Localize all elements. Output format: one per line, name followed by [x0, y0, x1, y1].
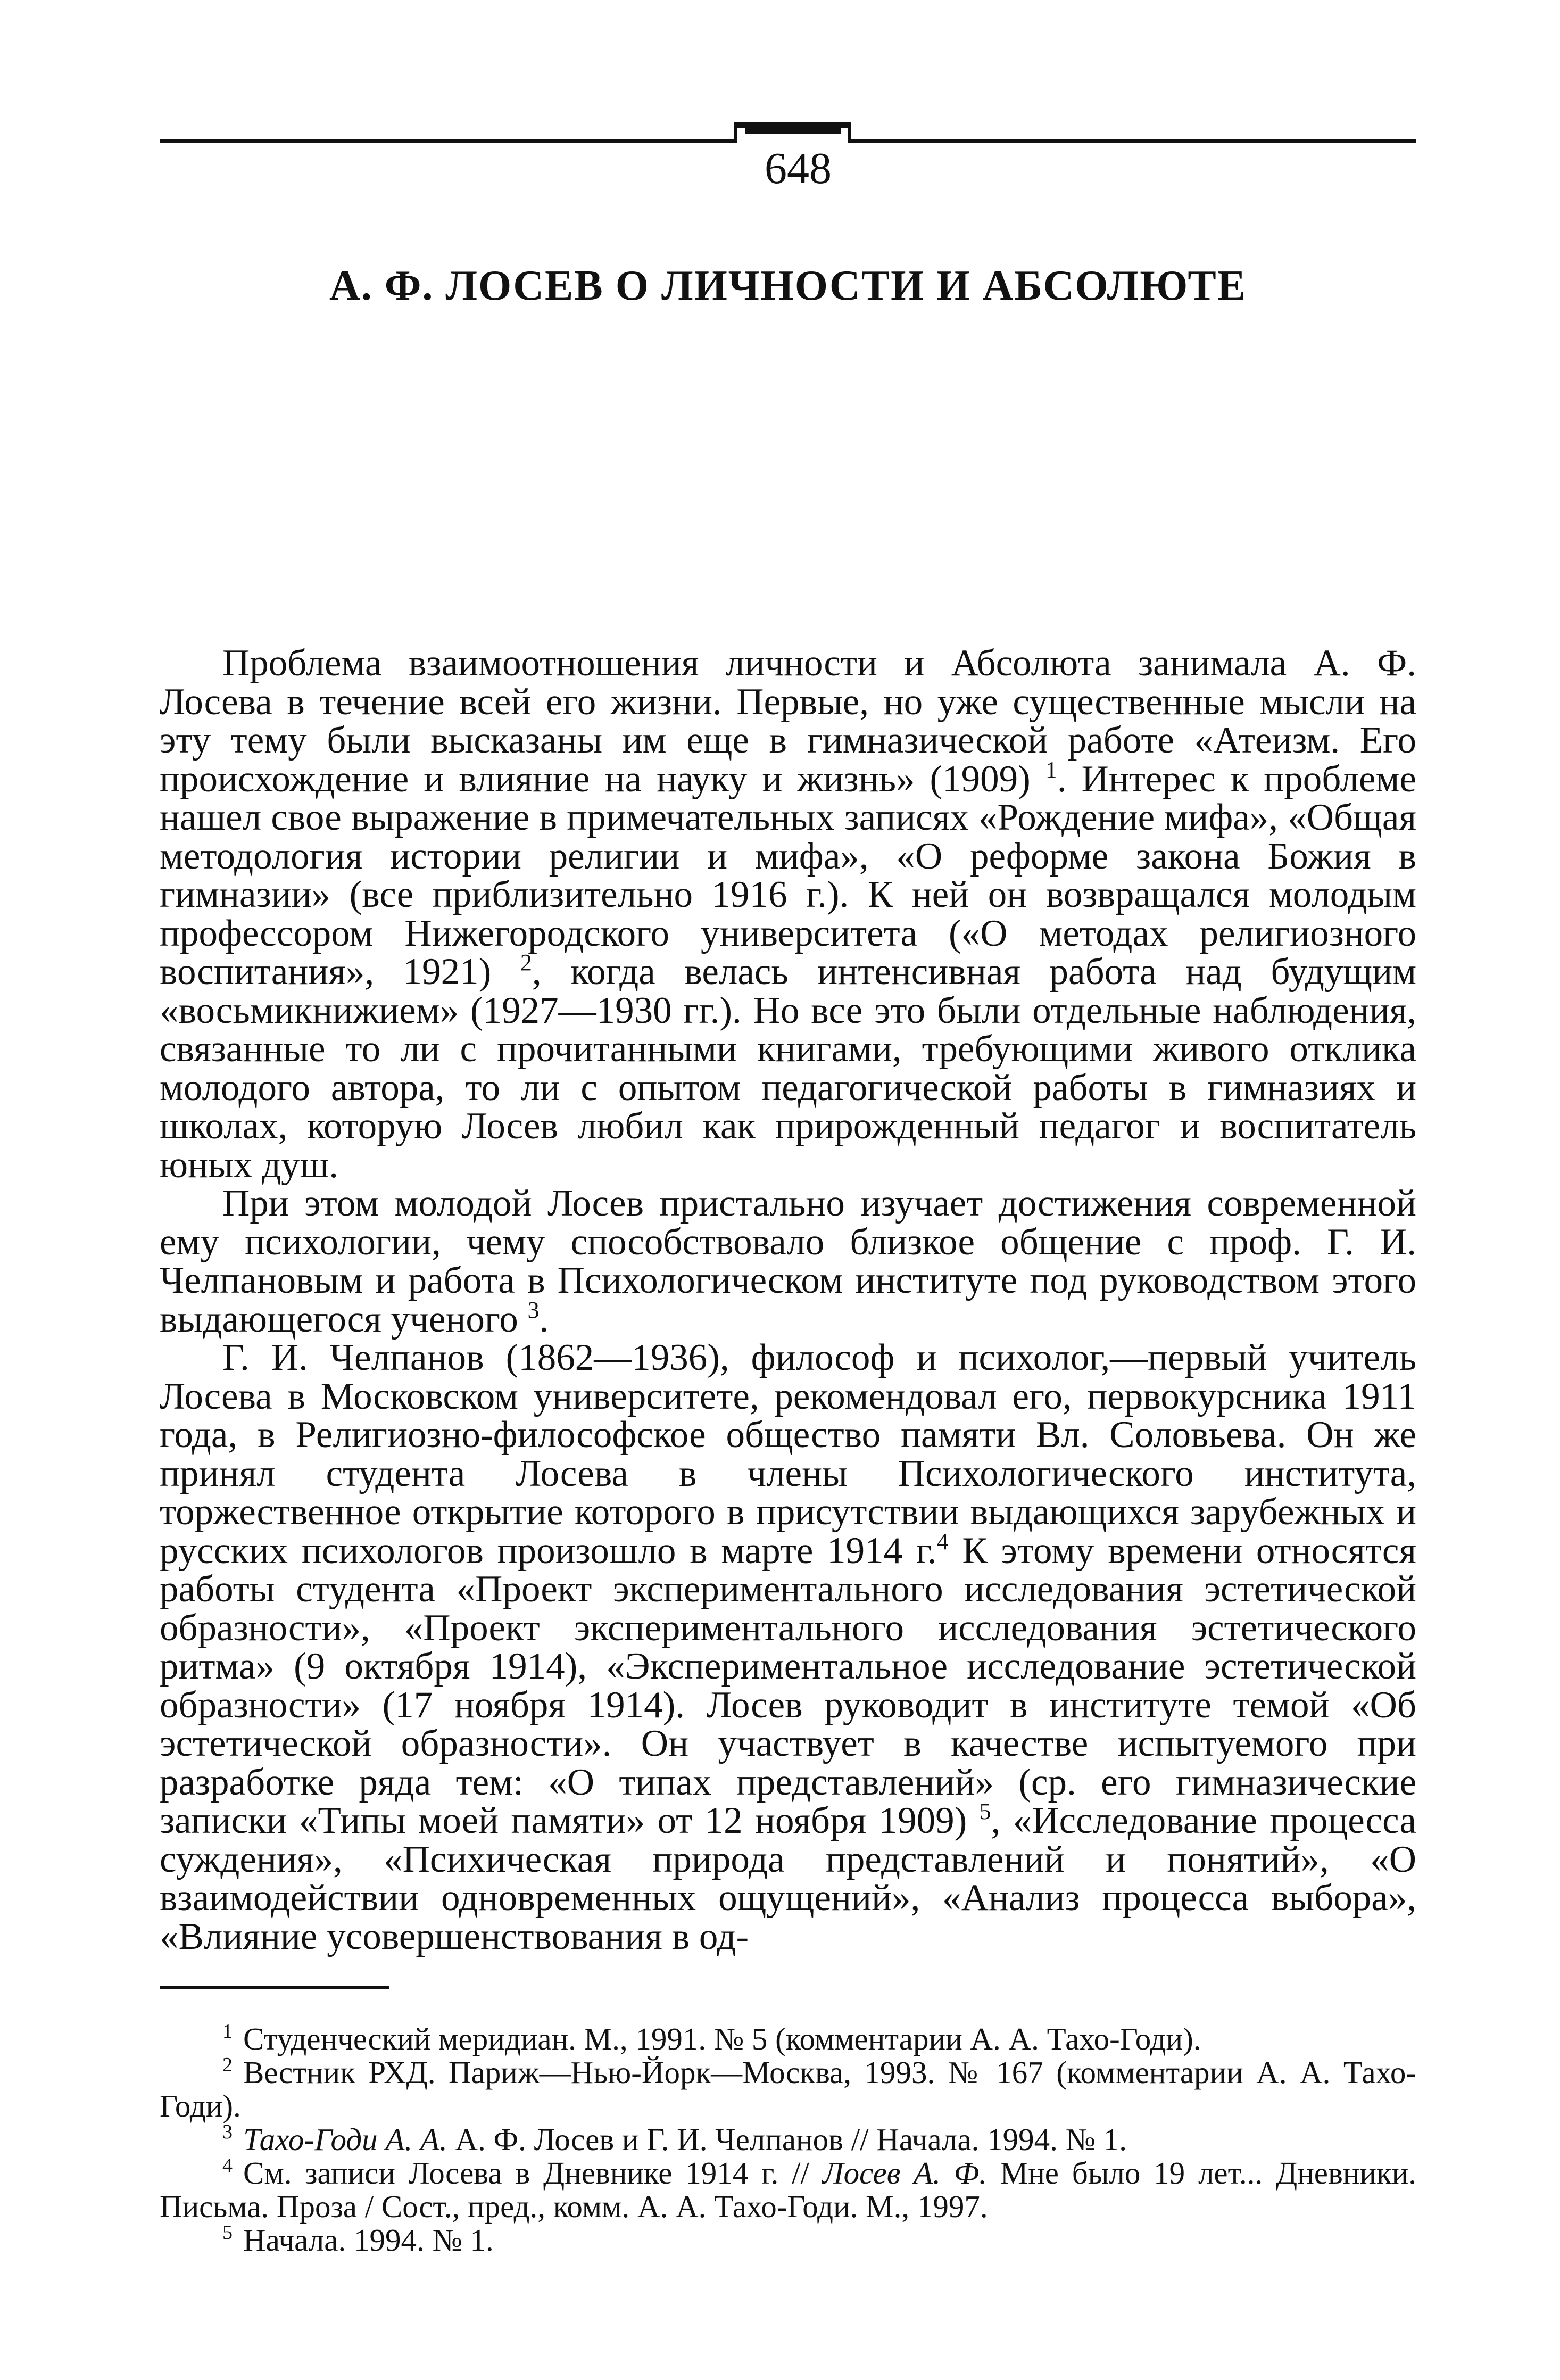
- footnote-reference: 2: [520, 949, 532, 976]
- footnote-reference: 3: [527, 1296, 540, 1323]
- footnote-reference: 5: [979, 1798, 991, 1824]
- paragraph-text: , когда велась интенсивная работа над будущим «восьмикнижием» (1927—1930 гг.). Но все это были отдельные наблюдения, связанные то ли с прочитанными книгами, требующими живого отклика молодого автора, то ли с опытом педагогической работы в гимназиях и школах, которую Лосев любил как прирожденный педагог и воспитатель юных душ.: [160, 951, 1417, 1186]
- header-rule-right: [851, 139, 1416, 143]
- paragraph-text: Г. И. Челпанов (1862—1936), философ и психолог,—первый учитель Лосева в Московском университете, рекомендовал его, первокурсника 1911 года, в Религиозно-философское общество памяти Вл. Соловьева. Он же принял студента Лосева в члены Психологического института, торжественное открытие которого в присутствии выдающихся зарубежных и русских психологов произошло в марте 1914 г.: [160, 1337, 1416, 1572]
- paragraph: [160, 1184, 1416, 1338]
- footnote-number: 4: [222, 2154, 233, 2177]
- footnote-number: 3: [222, 2121, 233, 2143]
- page-number: 648: [765, 144, 832, 193]
- footnotes: [160, 2022, 1416, 2257]
- paragraph: [160, 644, 1416, 1184]
- paragraph-text: , «Исследование процесса суждения», «Психическая природа представлений и понятий», «О взаимодействии одновременных ощущений», «Анализ процесса выбора», «Влияние усовершенствования в од-: [160, 1800, 1416, 1957]
- footnote-author: Тахо-Годи А. А.: [243, 2122, 447, 2157]
- footnote-reference: 4: [936, 1528, 949, 1555]
- footnote-author: Лосев А. Ф.: [822, 2155, 987, 2191]
- paragraph-text: Проблема взаимоотношения личности и Абсолюта занимала А. Ф. Лосева в течение всей его жизни. Первые, но уже существенные мысли на эту тему были высказаны им еще в гимназической работе «Атеизм. Его происхождение и влияние на науку и жизнь» (1909): [160, 642, 1416, 800]
- footnote: [160, 2123, 1416, 2156]
- footnote: [160, 2056, 1416, 2123]
- footnote-number: 1: [222, 2020, 233, 2043]
- article-body: [160, 644, 1416, 1956]
- paragraph: [160, 1338, 1416, 1956]
- footnote-text: Студенческий меридиан. М., 1991. № 5 (комментарии А. А. Тахо-Годи).: [243, 2021, 1201, 2056]
- page-title: А. Ф. ЛОСЕВ О ЛИЧНОСТИ И АБСОЛЮТЕ: [329, 262, 1247, 309]
- footnote-number: 5: [222, 2221, 233, 2244]
- paragraph-text: К этому времени относятся работы студента «Проект экспериментального исследования эстетической образности», «Проект экспериментального исследования эстетического ритма» (9 октября 1914), «Экспериментальное исследование эстетической образности» (17 ноября 1914). Лосев руководит в институте темой «Об эстетической образности». Он участвует в качестве испытуемого при разработке ряда тем: «О типах представлений» (ср. его гимназические записки «Типы моей памяти» от 12 ноября 1909): [160, 1530, 1417, 1841]
- footnote-separator: [160, 1986, 389, 1989]
- footnote: [160, 2221, 1416, 2258]
- paragraph-text: При этом молодой Лосев пристально изучает достижения современной ему психологии, чему способствовало близкое общение с проф. Г. И. Челпановым и работа в Психологическом институте под руководством этого выдающегося ученого: [160, 1183, 1416, 1340]
- footnote-reference: 1: [1045, 756, 1057, 783]
- footnote-text: См. записи Лосева в Дневнике 1914 г. //: [243, 2155, 823, 2191]
- footnote: [160, 2022, 1416, 2056]
- header-rule-left: [160, 139, 734, 143]
- footnote: [160, 2156, 1416, 2224]
- footnote-text: А. Ф. Лосев и Г. И. Челпанов // Начала. 1994. № 1.: [447, 2122, 1127, 2157]
- footnote-text: Мне было 19 лет... Дневники. Письма. Проза / Сост., пред., комм. А. А. Тахо-Годи. М., 1997.: [160, 2155, 1416, 2224]
- header-ornament-fill: [745, 128, 841, 134]
- footnote-number: 2: [222, 2054, 233, 2076]
- footnote-text: Вестник РХД. Париж—Нью-Йорк—Москва, 1993. № 167 (комментарии А. А. Тахо-Годи).: [160, 2055, 1416, 2123]
- paragraph-text: . Интерес к проблеме нашел свое выражение в примечательных записях «Рождение мифа», «Общая методология истории религии и мифа», «О реформе закона Божия в гимназии» (все приблизительно 1916 г.). К ней он возвращался молодым профессором Нижегородского университета («О методах религиозного воспитания», 1921): [160, 758, 1416, 993]
- footnote-text: Начала. 1994. № 1.: [243, 2222, 494, 2258]
- paragraph-text: .: [539, 1298, 549, 1340]
